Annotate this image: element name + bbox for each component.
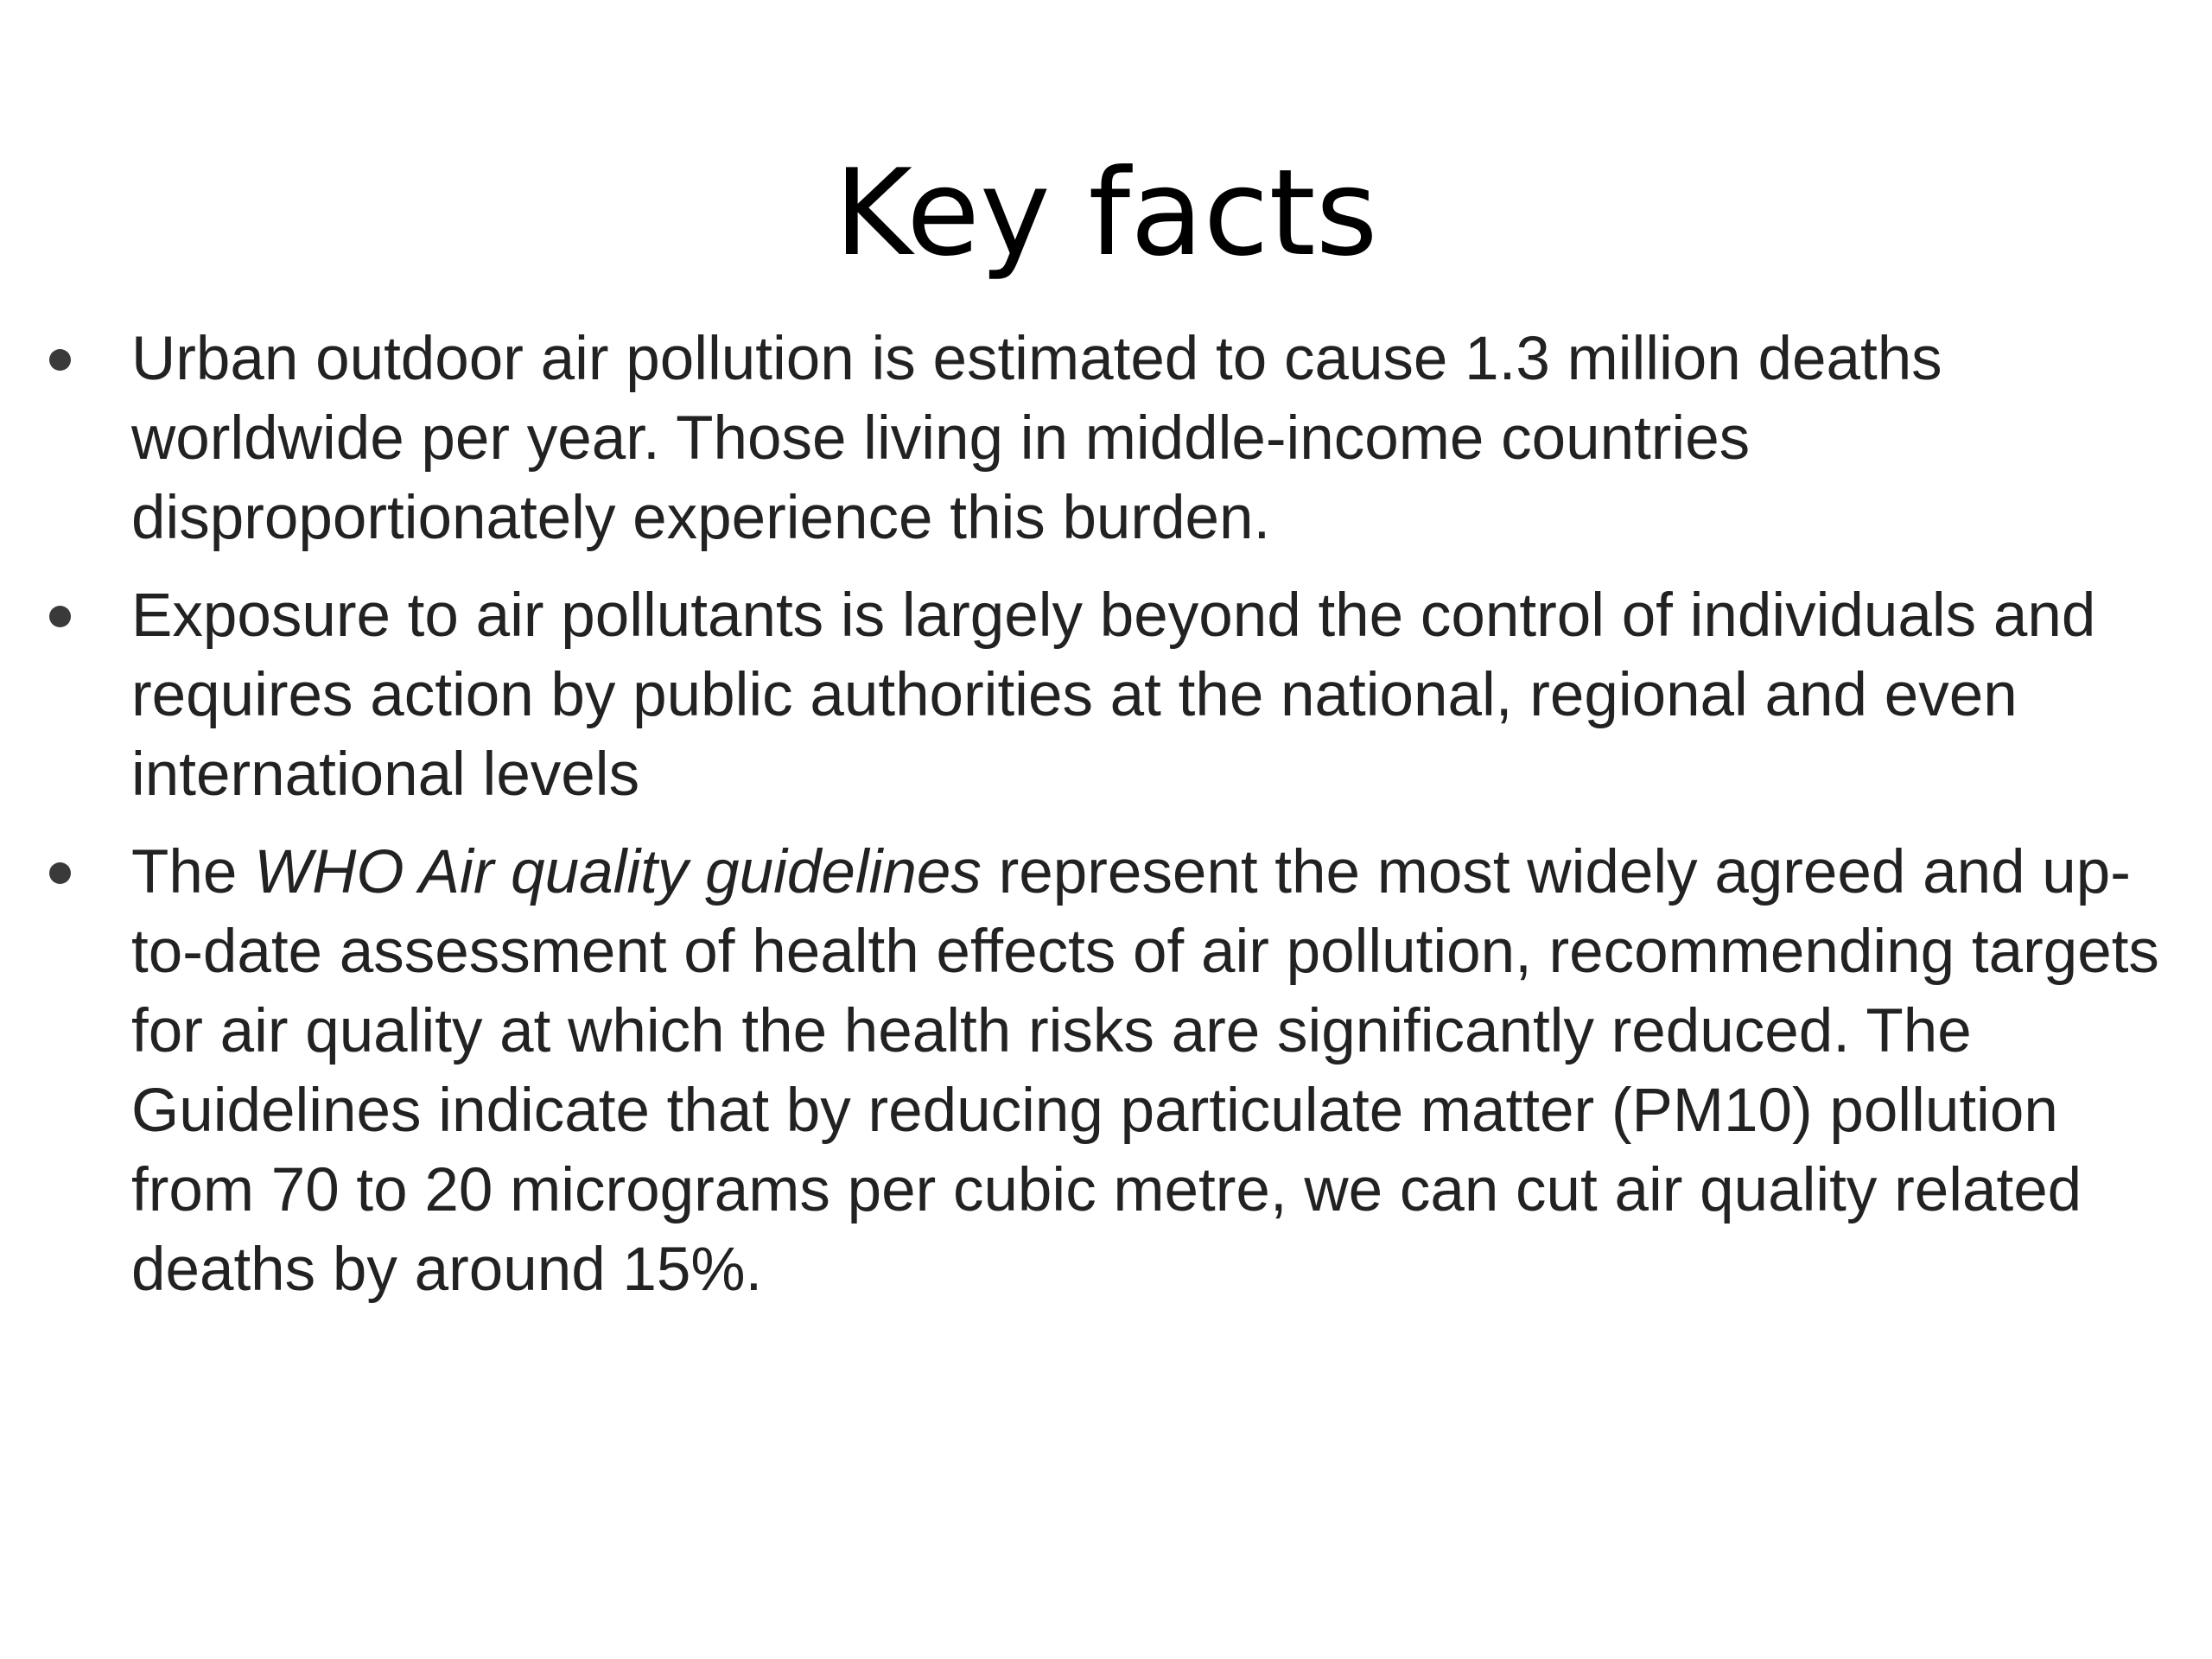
bullet-text: Urban outdoor air pollution is estimated to cause 1.3 million deaths worldwide per year. Those living in middle-income countries disproportionately experience this burden.	[131, 325, 1942, 552]
bullet-dot-icon	[49, 349, 71, 371]
bullet-text-prefix: The	[131, 838, 255, 906]
bullet-dot-icon	[49, 606, 71, 627]
bullet-text: Exposure to air pollutants is largely beyond the control of individuals and requires action by public authorities at the national, regional and even international levels	[131, 582, 2096, 809]
guidelines-title: WHO Air quality guidelines	[254, 838, 982, 906]
bullet-dot-icon	[49, 862, 71, 884]
bullet-item	[131, 576, 2196, 815]
bullet-list	[131, 320, 2196, 1328]
bullet-item	[131, 833, 2196, 1310]
bullet-text-suffix: represent the most widely agreed and up-to-date assessment of health effects of air pollution, recommending targets for air quality at which the health risks are significantly reduced. The Guidelines indicate that by reducing particulate matter (PM10) pollution from 70 to 20 micrograms per cubic metre, we can cut air quality related deaths by around 15%.	[131, 838, 2159, 1304]
slide-title: Key facts	[834, 143, 1378, 283]
bullet-item	[131, 320, 2196, 558]
